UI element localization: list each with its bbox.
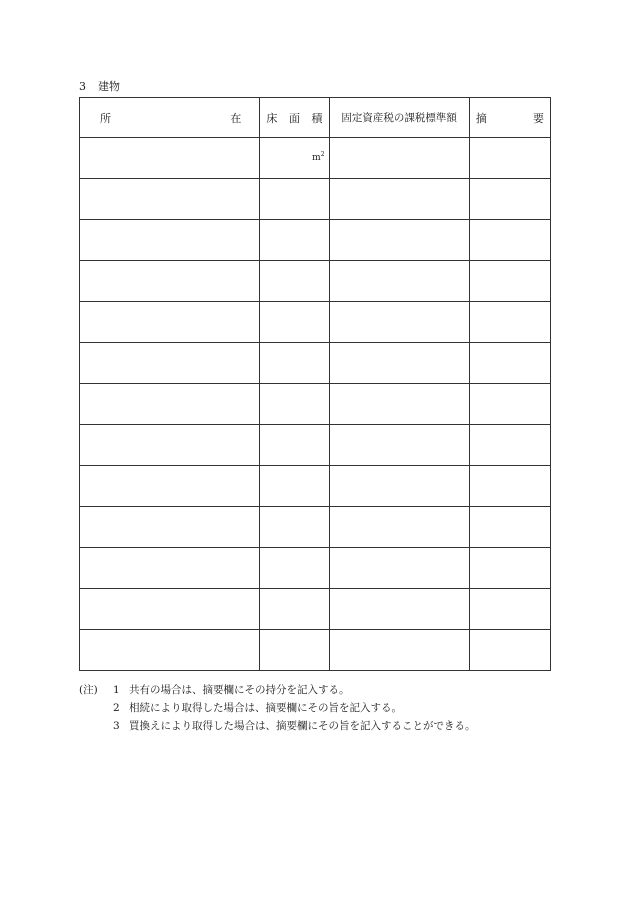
floor-area-cell[interactable] <box>260 630 329 671</box>
note-number: 3 <box>113 720 120 732</box>
remarks-cell[interactable] <box>469 138 550 179</box>
tax-value-cell[interactable] <box>329 261 469 302</box>
remarks-cell[interactable] <box>469 425 550 466</box>
floor-area-cell[interactable] <box>260 425 329 466</box>
note-number: 2 <box>113 702 120 714</box>
table-row <box>80 220 551 261</box>
table-row <box>80 507 551 548</box>
table-row <box>80 261 551 302</box>
floor-area-cell[interactable] <box>260 548 329 589</box>
table-row <box>80 384 551 425</box>
floor-area-cell[interactable] <box>260 507 329 548</box>
header-area-char-1: 床 <box>266 111 278 125</box>
location-cell[interactable] <box>80 507 260 548</box>
remarks-cell[interactable] <box>469 343 550 384</box>
floor-area-cell[interactable] <box>260 589 329 630</box>
tax-value-cell[interactable] <box>329 466 469 507</box>
remarks-cell[interactable] <box>469 589 550 630</box>
floor-area-cell[interactable] <box>260 343 329 384</box>
building-table <box>79 97 551 671</box>
remarks-cell[interactable] <box>469 384 550 425</box>
tax-value-cell[interactable] <box>329 630 469 671</box>
remarks-cell[interactable] <box>469 179 550 220</box>
header-area-char-3: 積 <box>311 111 323 125</box>
table-row <box>80 302 551 343</box>
section-heading: 建物 <box>98 80 120 93</box>
table-row <box>80 179 551 220</box>
area-unit: $m^2$ <box>312 151 325 163</box>
location-cell[interactable] <box>80 384 260 425</box>
header-tax-value: 固定資産税の課税標準額 <box>329 98 469 138</box>
tax-value-cell[interactable] <box>329 507 469 548</box>
header-remarks-char-1: 摘 <box>475 111 487 125</box>
remarks-cell[interactable] <box>469 220 550 261</box>
floor-area-cell[interactable] <box>260 384 329 425</box>
remarks-cell[interactable] <box>469 261 550 302</box>
location-cell[interactable] <box>80 302 260 343</box>
tax-value-cell[interactable] <box>329 548 469 589</box>
section-title <box>79 80 120 94</box>
remarks-cell[interactable] <box>469 466 550 507</box>
notes <box>79 681 476 735</box>
section-number: 3 <box>79 80 86 93</box>
header-location-char-2: 在 <box>230 111 242 125</box>
tax-value-cell[interactable] <box>329 425 469 466</box>
location-cell[interactable] <box>80 343 260 384</box>
tax-value-cell[interactable] <box>329 343 469 384</box>
location-cell[interactable] <box>80 261 260 302</box>
table-row <box>80 589 551 630</box>
floor-area-cell[interactable] <box>260 302 329 343</box>
table-row <box>80 138 551 179</box>
header-location-char-1: 所 <box>100 111 111 125</box>
location-cell[interactable] <box>80 630 260 671</box>
tax-value-cell[interactable] <box>329 589 469 630</box>
note-line-3 <box>79 717 476 735</box>
floor-area-cell[interactable] <box>260 179 329 220</box>
note-text: 相続により取得した場合は、摘要欄にその旨を記入する。 <box>129 702 402 714</box>
floor-area-cell[interactable] <box>260 261 329 302</box>
table-row <box>80 425 551 466</box>
tax-value-cell[interactable] <box>329 179 469 220</box>
tax-value-cell[interactable] <box>329 220 469 261</box>
header-row <box>80 98 551 138</box>
location-cell[interactable] <box>80 589 260 630</box>
location-cell[interactable] <box>80 548 260 589</box>
remarks-cell[interactable] <box>469 630 550 671</box>
location-cell[interactable] <box>80 466 260 507</box>
note-text: 買換えにより取得した場合は、摘要欄にその旨を記入することができる。 <box>129 720 476 732</box>
remarks-cell[interactable] <box>469 548 550 589</box>
floor-area-cell[interactable] <box>260 466 329 507</box>
tax-value-cell[interactable] <box>329 138 469 179</box>
table-body <box>80 138 551 671</box>
note-line-1 <box>79 681 476 699</box>
note-text: 共有の場合は、摘要欄にその持分を記入する。 <box>129 684 350 696</box>
remarks-cell[interactable] <box>469 302 550 343</box>
header-remarks <box>469 98 550 138</box>
table-row <box>80 630 551 671</box>
tax-value-cell[interactable] <box>329 302 469 343</box>
floor-area-cell[interactable] <box>260 138 329 179</box>
location-cell[interactable] <box>80 425 260 466</box>
table-row <box>80 548 551 589</box>
location-cell[interactable] <box>80 138 260 179</box>
header-remarks-char-2: 要 <box>533 111 544 125</box>
floor-area-cell[interactable] <box>260 220 329 261</box>
table-row <box>80 343 551 384</box>
remarks-cell[interactable] <box>469 507 550 548</box>
location-cell[interactable] <box>80 220 260 261</box>
header-location <box>80 98 260 138</box>
location-cell[interactable] <box>80 179 260 220</box>
note-prefix: (注) <box>79 684 98 696</box>
table-row <box>80 466 551 507</box>
note-number: 1 <box>113 684 120 696</box>
header-floor-area <box>260 98 329 138</box>
note-line-2 <box>79 699 476 717</box>
header-area-char-2: 面 <box>288 111 300 125</box>
tax-value-cell[interactable] <box>329 384 469 425</box>
